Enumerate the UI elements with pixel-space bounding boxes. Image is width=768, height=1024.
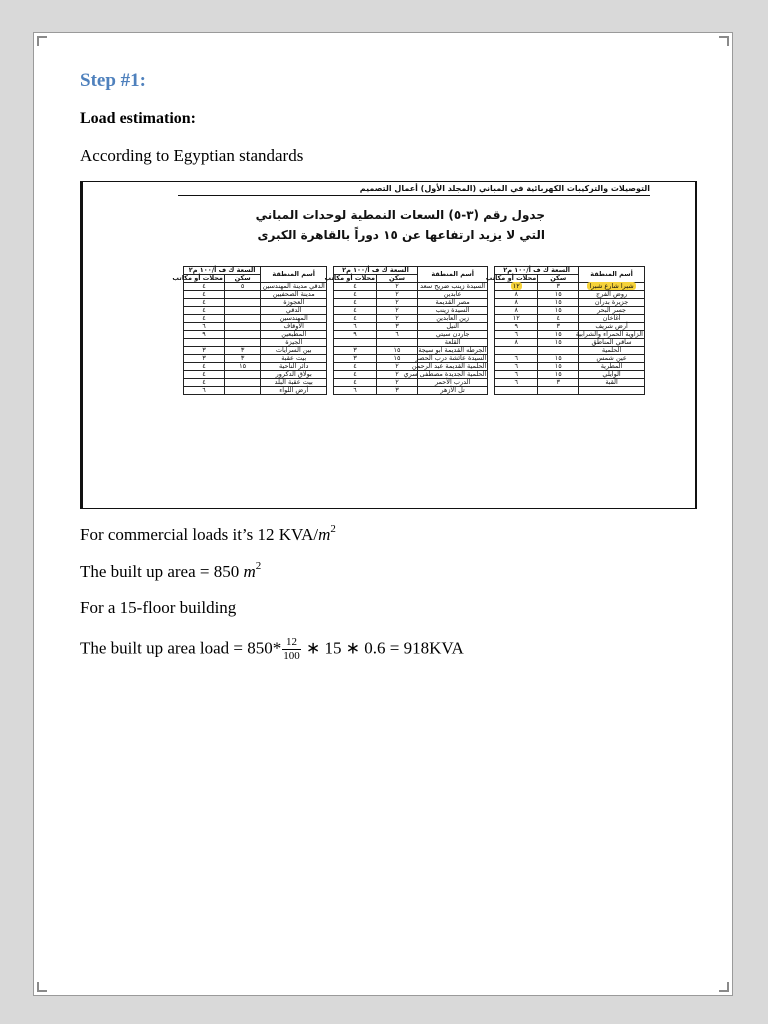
- area-cell: المطرية: [579, 363, 645, 371]
- table-row: [184, 331, 645, 339]
- header-commercial-1: محلات أو مكاتب: [485, 274, 537, 282]
- intro-paragraph: According to Egyptian standards: [80, 146, 304, 165]
- area-cell: جسر البحر: [579, 307, 645, 315]
- area-cell: بيت عقبة: [261, 355, 327, 363]
- commercial-cell: ٤: [333, 307, 376, 315]
- document-page: [33, 32, 733, 996]
- residential-cell: ١٥: [538, 339, 579, 347]
- area-cell: أرض شريف: [579, 323, 645, 331]
- residential-cell: ٣: [538, 323, 579, 331]
- residential-cell: [224, 299, 260, 307]
- commercial-cell: ٦: [333, 387, 376, 395]
- area-cell: جاردن سيتي: [417, 331, 487, 339]
- crop-mark-bottom-left: [37, 982, 47, 992]
- area-cell: ساقي المناطق: [579, 339, 645, 347]
- header-area-1: أسم المنطقة: [579, 267, 645, 283]
- residential-cell: ٣: [224, 347, 260, 355]
- table-row: [184, 307, 645, 315]
- fraction: [282, 636, 301, 663]
- area-cell: زين العابدين: [417, 315, 487, 323]
- load-estimation-subheading: Load estimation:: [80, 110, 196, 127]
- table-row: [184, 283, 645, 291]
- header-residential-3: سكن: [224, 275, 260, 283]
- commercial-cell: ٤: [333, 379, 376, 387]
- area-cell: بيت عقبة البلد: [261, 379, 327, 387]
- commercial-cell: ٤: [184, 299, 225, 307]
- area-cell: القلعة: [417, 339, 487, 347]
- area-cell: الجرطه القديمة ابو سيجة: [418, 346, 487, 354]
- residential-cell: [538, 387, 579, 395]
- unit-exponent: 2: [330, 523, 336, 535]
- residential-cell: ٥: [224, 283, 260, 291]
- residential-cell: ١٥: [224, 363, 260, 371]
- commercial-cell: ٤: [184, 315, 225, 323]
- residential-cell: ٣: [377, 323, 418, 331]
- header-capacity-2: السعة ك ف أ/١٠٠ م٢: [333, 267, 417, 275]
- residential-cell: [224, 323, 260, 331]
- area-cell: السيدة زينب: [417, 307, 487, 315]
- residential-cell: [224, 371, 260, 379]
- header-area-3: أسم المنطقة: [261, 267, 327, 283]
- area-cell: المطبعين: [261, 331, 327, 339]
- header-commercial-2: محلات أو مكاتب: [324, 274, 376, 282]
- commercial-cell: ٤: [333, 363, 376, 371]
- commercial-cell: ٦: [184, 323, 225, 331]
- residential-cell: ٢: [377, 363, 418, 371]
- area-cell: تل الأزهر: [417, 387, 487, 395]
- commercial-cell: ٤: [333, 371, 376, 379]
- scan-table-subtitle: التي لا يزيد ارتفاعها عن ١٥ دوراً بالقاهرة الكبرى: [257, 228, 545, 242]
- area-cell: أغاخان: [579, 315, 645, 323]
- step-heading: Step #1:: [80, 70, 146, 91]
- commercial-cell: ٤: [184, 371, 225, 379]
- commercial-cell: ٦: [495, 363, 538, 371]
- area-cell: جزيرة بدران: [579, 299, 645, 307]
- residential-cell: ٣: [538, 283, 579, 291]
- commercial-cell: ٦: [184, 387, 225, 395]
- built-up-area-line: [80, 560, 261, 582]
- residential-cell: ٢: [377, 283, 418, 291]
- area-cell: القبة: [579, 379, 645, 387]
- residential-cell: ١٥: [538, 291, 579, 299]
- header-residential-1: سكن: [538, 275, 579, 283]
- load-formula-suffix: ∗ 15 ∗ 0.6 = 918KVA: [301, 638, 464, 658]
- area-cell: روض الفرج: [579, 291, 645, 299]
- commercial-cell: ٤: [333, 283, 376, 291]
- area-cell: الأوقاف: [261, 323, 327, 331]
- unit-exponent: 2: [255, 560, 262, 572]
- commercial-cell: ٣: [184, 347, 225, 355]
- commercial-cell: ٦: [333, 323, 376, 331]
- residential-cell: ٣: [538, 379, 579, 387]
- table-row: [184, 379, 645, 387]
- highlighted-value: شبرا شارع شبرا: [589, 282, 634, 290]
- residential-cell: ٢: [377, 299, 418, 307]
- area-cell: الزاوية الحمراء والشرابية: [575, 330, 643, 338]
- commercial-cell: ٤: [333, 291, 376, 299]
- commercial-cell: ٣: [184, 355, 225, 363]
- scan-header-rule: [178, 195, 650, 196]
- commercial-cell: ٩: [333, 331, 376, 339]
- area-cell: بين السرايات: [261, 347, 327, 355]
- commercial-cell: ٣: [333, 347, 376, 355]
- area-cell: السيدة عائشة درب الحصر: [415, 354, 487, 362]
- residential-cell: [224, 331, 260, 339]
- table-row: [184, 371, 645, 379]
- header-commercial-3: محلات أو مكاتب: [172, 274, 223, 282]
- commercial-cell: ٤: [184, 379, 225, 387]
- residential-cell: ١٥: [538, 355, 579, 363]
- commercial-cell: ٦: [495, 355, 538, 363]
- area-cell: مصر القديمة: [417, 299, 487, 307]
- arabic-capacity-table: [172, 266, 645, 395]
- commercial-cell: ٦: [495, 379, 538, 387]
- commercial-cell: ٨: [495, 291, 538, 299]
- commercial-cell: ٤: [184, 363, 225, 371]
- commercial-cell: ٦: [495, 371, 538, 379]
- commercial-cell: ٨: [495, 307, 538, 315]
- commercial-cell: ٩: [184, 331, 225, 339]
- residential-cell: ٦: [377, 331, 418, 339]
- area-cell: المهندسين: [261, 315, 327, 323]
- scan-table-title: جدول رقم (٣-٥) السعات النمطية لوحدات المباني: [255, 208, 545, 222]
- built-up-area-text: The built up area = 850: [80, 562, 244, 581]
- commercial-cell: ٦: [495, 331, 538, 339]
- crop-mark-bottom-right: [719, 982, 729, 992]
- residential-cell: ٢: [377, 315, 418, 323]
- area-cell: الدرب الأحمر: [417, 379, 487, 387]
- scan-header-text: التوصيلات والتركيبات الكهربائية في المباني (المجلد الأول) أعمال التصميم: [359, 184, 650, 193]
- table-row: [184, 315, 645, 323]
- fraction-numerator: 12: [282, 636, 301, 650]
- commercial-cell: ٨: [495, 299, 538, 307]
- area-cell: الحلمية القديمة عبد الرحمن: [411, 362, 487, 370]
- table-row: [184, 387, 645, 395]
- residential-cell: ١٥: [377, 355, 418, 363]
- commercial-cell: ٨: [495, 339, 538, 347]
- residential-cell: ٢: [377, 371, 418, 379]
- area-cell: مدينة الصحفيين: [261, 291, 327, 299]
- scanned-standards-table-image: [80, 181, 697, 509]
- area-cell: [579, 387, 645, 395]
- residential-cell: ١٥: [538, 371, 579, 379]
- residential-cell: ٣: [224, 355, 260, 363]
- commercial-cell: ١٢: [495, 315, 538, 323]
- residential-cell: ٢: [377, 291, 418, 299]
- residential-cell: [224, 379, 260, 387]
- fraction-denominator: 100: [283, 650, 300, 662]
- table-row: [184, 291, 645, 299]
- area-cell: الوايلي: [579, 371, 645, 379]
- header-area-2: أسم المنطقة: [417, 267, 487, 283]
- area-cell: السيدة زينب ضريح سعد: [417, 283, 487, 291]
- area-cell: الدقي: [261, 307, 327, 315]
- commercial-cell: ٤: [184, 307, 225, 315]
- residential-cell: ١٥: [377, 347, 418, 355]
- built-up-load-line: [80, 636, 464, 663]
- residential-cell: [224, 307, 260, 315]
- area-cell: بولاق الدكرور: [261, 371, 327, 379]
- residential-cell: [224, 387, 260, 395]
- commercial-cell: ٩: [495, 323, 538, 331]
- area-cell: عين شمس: [579, 355, 645, 363]
- commercial-cell: ٤: [184, 291, 225, 299]
- unit-m: m: [318, 525, 331, 544]
- area-cell: الحلمية: [579, 347, 645, 355]
- commercial-cell: ٤: [333, 299, 376, 307]
- area-cell: النيل: [417, 323, 487, 331]
- area-cell: عابدين: [417, 291, 487, 299]
- residential-cell: ١٥: [538, 363, 579, 371]
- header-residential-2: سكن: [377, 275, 418, 283]
- table-row: [184, 347, 645, 355]
- commercial-load-line: [80, 523, 336, 545]
- residential-cell: ٣: [377, 387, 418, 395]
- area-cell: الدقي مدينة المهندسين: [262, 282, 325, 290]
- header-capacity-3: السعة ك ف أ/١٠٠ م٢: [184, 267, 261, 275]
- area-cell: أرض اللواء: [261, 387, 327, 395]
- commercial-cell: ٤: [184, 283, 225, 291]
- load-formula-prefix: The built up area load = 850*: [80, 638, 282, 658]
- residential-cell: ١٥: [538, 331, 579, 339]
- area-cell: الجيزة: [261, 339, 327, 347]
- residential-cell: ٢: [377, 379, 418, 387]
- commercial-cell: ٣: [333, 355, 376, 363]
- highlighted-value: ١٢: [512, 282, 520, 290]
- area-cell: العجوزة: [261, 299, 327, 307]
- table-row: [184, 299, 645, 307]
- table-row: [184, 339, 645, 347]
- residential-cell: ٢: [377, 307, 418, 315]
- residential-cell: [224, 315, 260, 323]
- area-cell: الحلمية الجديدة مصطفى سري: [403, 370, 487, 378]
- commercial-load-text: For commercial loads it’s 12 KVA/: [80, 525, 319, 544]
- commercial-cell: [495, 387, 538, 395]
- unit-m: m: [243, 562, 256, 581]
- residential-cell: ٤: [538, 315, 579, 323]
- residential-cell: ١٥: [538, 307, 579, 315]
- header-capacity-1: السعة ك ف أ/١٠٠ م٢: [495, 267, 579, 275]
- crop-mark-top-right: [719, 36, 729, 46]
- residential-cell: ١٥: [538, 299, 579, 307]
- commercial-cell: ٤: [333, 315, 376, 323]
- residential-cell: [224, 291, 260, 299]
- floor-count-line: For a 15-floor building: [80, 598, 237, 617]
- area-cell: دائر الناحية: [261, 363, 327, 371]
- crop-mark-top-left: [37, 36, 47, 46]
